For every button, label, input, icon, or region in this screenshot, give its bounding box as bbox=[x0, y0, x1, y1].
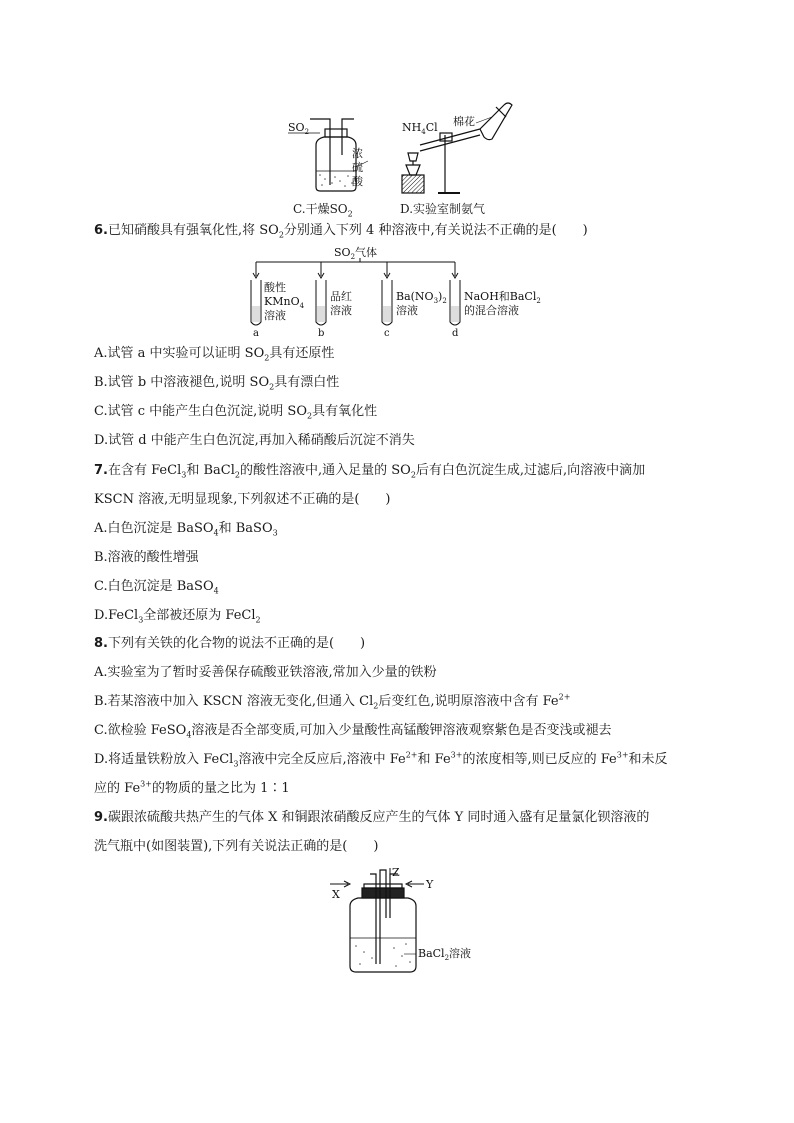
washing-bottle bbox=[350, 870, 416, 972]
tube-a-label-3: 溶液 bbox=[264, 309, 286, 322]
gas-arrows bbox=[330, 868, 424, 954]
tube-b-letter: b bbox=[318, 328, 325, 339]
q8-option-b: B.若某溶液中加入 KSCN 溶液无变化,但通入 $Cl_2$后变红色,说明原溶液中含有 $Fe^{2+}$ bbox=[94, 692, 571, 711]
q7-stem-line2: KSCN 溶液,无明显现象,下列叙述不正确的是( ) bbox=[94, 492, 391, 507]
tube-b-label-2: 溶液 bbox=[330, 304, 352, 317]
tube-d-label-1: NaOH和BaCl$_2$ bbox=[464, 290, 541, 305]
q7-option-d: D.FeCl$_3$全部被还原为 FeCl$_2$ bbox=[94, 608, 261, 625]
acid-label-3: 酸 bbox=[352, 175, 363, 188]
gas-z-label: Z bbox=[392, 866, 400, 879]
q6-option-d: D.试管 d 中能产生白色沉淀,再加入稀硝酸后沉淀不消失 bbox=[94, 433, 415, 448]
gas-y-label: Y bbox=[426, 878, 434, 891]
tube-d-letter: d bbox=[452, 328, 459, 339]
gas-x-label: X bbox=[332, 888, 340, 901]
q6-option-b: B.试管 b 中溶液褪色,说明 $SO_2$具有漂白性 bbox=[94, 375, 340, 392]
so2-gas-label: $SO_2$气体 bbox=[334, 246, 378, 261]
caption-c: C.干燥$SO_2$ bbox=[293, 202, 353, 219]
caption-d: D.实验室制氨气 bbox=[400, 202, 486, 216]
q7-option-a: A.白色沉淀是 BaSO$_4$和 BaSO$_3$ bbox=[94, 521, 278, 538]
tube-b-label-1: 品红 bbox=[330, 290, 352, 303]
q7-option-c: C.白色沉淀是 BaSO$_4$ bbox=[94, 579, 219, 596]
bacl2-solution-label: BaCl$_2$溶液 bbox=[418, 947, 472, 962]
liquid-dots bbox=[319, 174, 353, 187]
gas-distribution-lines bbox=[253, 258, 458, 278]
tube-c-letter: c bbox=[384, 328, 390, 339]
tube-a-label-1: 酸性 bbox=[264, 281, 286, 294]
q9-stem-line2: 洗气瓶中(如图装置),下列有关说法正确的是( ) bbox=[94, 839, 379, 854]
bottle-liquid-dots bbox=[355, 943, 411, 967]
so2-label: $SO_2$ bbox=[288, 121, 310, 136]
q6-option-c: C.试管 c 中能产生白色沉淀,说明 $SO_2$具有氧化性 bbox=[94, 404, 378, 421]
q8-option-d-line1: D.将适量铁粉放入 FeCl$_3$溶液中完全反应后,溶液中 $Fe^{2+}$和 $Fe^{3+}$的浓度相等,则已反应的 $Fe^{3+}$和未反 bbox=[94, 750, 668, 769]
q6-stem: 6.已知硝酸具有强氧化性,将 $SO_2$分别通入下列 4 种溶液中,有关说法不正确的是( ) bbox=[94, 223, 588, 240]
q6-option-a: A.试管 a 中实验可以证明 $SO_2$具有还原性 bbox=[94, 346, 335, 363]
acid-label-2: 硫 bbox=[352, 161, 363, 174]
tube-d-label-2: 的混合溶液 bbox=[464, 304, 519, 317]
tube-c-label-1: $Ba(NO_3)_2$ bbox=[396, 290, 447, 305]
q8-option-a: A.实验室为了暂时妥善保存硫酸亚铁溶液,常加入少量的铁粉 bbox=[94, 665, 437, 680]
q8-option-c: C.欲检验 FeSO$_4$溶液是否全部变质,可加入少量酸性高锰酸钾溶液观察紫色是否变浅或褪去 bbox=[94, 723, 612, 740]
tube-c-label-2: 溶液 bbox=[396, 304, 418, 317]
q9-stem-line1: 9.碳跟浓硫酸共热产生的气体 X 和铜跟浓硝酸反应产生的气体 Y 同时通入盛有足量氯化钡溶液的 bbox=[94, 810, 650, 825]
tube-a-letter: a bbox=[253, 328, 259, 339]
tube-a-label-2: KMnO$_4$ bbox=[264, 295, 305, 310]
cotton-label: 棉花 bbox=[453, 115, 475, 128]
q7-stem-line1: 7.在含有 FeCl$_3$和 BaCl$_2$的酸性溶液中,通入足量的 $SO_2$后有白色沉淀生成,过滤后,向溶液中滴加 bbox=[94, 463, 646, 480]
q8-stem: 8.下列有关铁的化合物的说法不正确的是( ) bbox=[94, 636, 366, 651]
q8-option-d-line2: 应的 $Fe^{3+}$的物质的量之比为 1∶1 bbox=[94, 779, 290, 796]
acid-label-1: 浓 bbox=[352, 147, 363, 160]
nh4cl-label: $NH_4Cl$ bbox=[402, 121, 438, 136]
q9-washing-bottle-figure bbox=[320, 862, 480, 977]
q7-option-b: B.溶液的酸性增强 bbox=[94, 550, 199, 565]
q6-test-tubes-figure bbox=[240, 244, 560, 340]
